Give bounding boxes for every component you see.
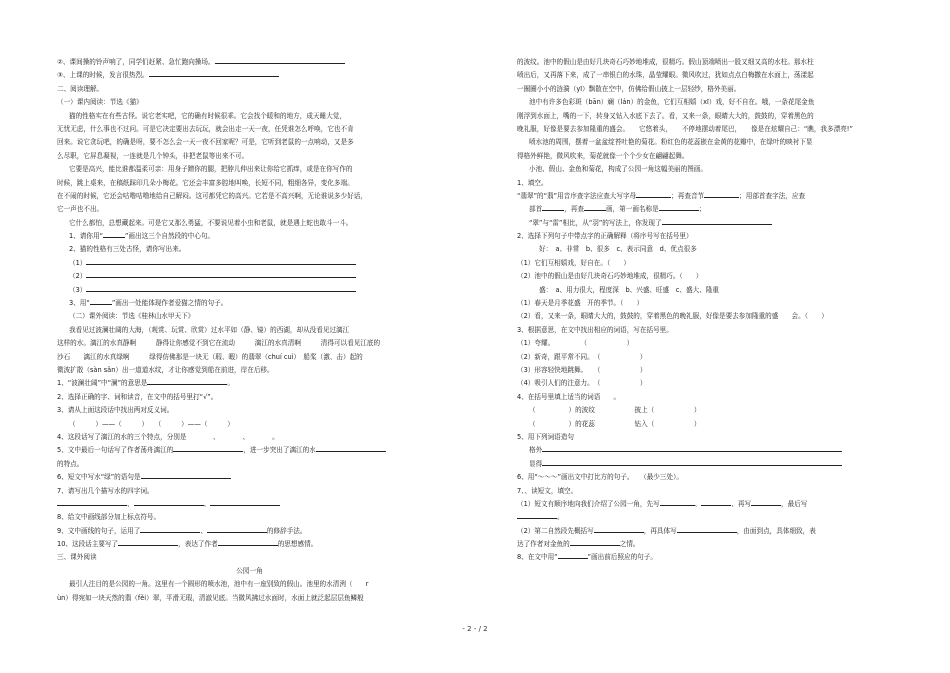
left-text-line [57, 203, 442, 216]
line-text: 、再写 [731, 499, 752, 508]
line-text: 4、在括号里填上适当的词语 。 [517, 392, 621, 401]
right-text-line [517, 364, 897, 377]
answer-blank[interactable] [659, 203, 699, 211]
answer-blank[interactable] [210, 498, 280, 506]
line-text: 这样的水。漓江的水真静啊 静得让你感觉不到它在流动 漓江的水真清啊 清得可以看见江底的 [57, 339, 381, 348]
line-text: 10、这段话主要写了 [57, 540, 119, 549]
answer-blank[interactable] [316, 444, 386, 452]
line-text: 在不闹的时候，它还会咕噜咕噜地给自己解闷。这可都凭它的高兴。它若是不高兴啊，无论谁说多少好话， [57, 191, 367, 200]
left-text-line [57, 136, 442, 149]
left-text-line [57, 96, 442, 109]
line-text: 3、请从上面这段话中找出两对反义词。 [57, 406, 174, 415]
line-text: （二）课外阅读：节选《桂林山水甲天下》 [69, 312, 195, 321]
line-text: ；用部首查字法，应查 [739, 191, 806, 200]
line-text: 它什么都怕，总想藏起来。可是它又那么勇猛，不要说见着小虫和老鼠，就是遇上蛇也敢斗一斗。 [69, 218, 353, 227]
answer-blank[interactable] [86, 270, 356, 278]
left-text-line [57, 270, 442, 283]
right-text-line [517, 324, 897, 337]
left-text-line [57, 351, 442, 364]
answer-blank[interactable] [542, 203, 564, 211]
line-text: （1）春天是月季花盛 开的季节。（ ） [517, 299, 644, 308]
line-text: 达了作者对金鱼的 [517, 540, 570, 549]
line-text: 一圈圈小小的涟漪（yī）飘散在空中，仿佛给假山披上一层轻纱，格外美丽。 [517, 84, 741, 93]
left-text-line [57, 592, 442, 605]
line-text: 么尽职，它屏息凝视，一连就是几个钟头，非把老鼠等出来不可。 [57, 151, 249, 160]
answer-blank[interactable] [660, 498, 695, 506]
answer-blank[interactable] [134, 498, 204, 506]
line-text: 9、文中画线的句子，运用了 [57, 526, 141, 535]
line-text: （3）形容轻快地跳舞。 （ ） [517, 365, 647, 374]
line-text: ，表达了作者 [178, 540, 218, 549]
answer-blank[interactable] [677, 525, 737, 533]
line-text: 喷水池的周围，摆着一盆盆绽苔吐艳的菊花。粉红色的花蕊嵌在金黄的花瓣中，在绿叶的映衬下显 [529, 138, 813, 147]
answer-blank[interactable] [90, 297, 112, 305]
answer-blank[interactable] [141, 471, 231, 479]
line-text: ”画出一处能体现作者爱猫之情的句子。 [111, 299, 228, 308]
line-text: 2、猫的性格有三处古怪，请你写出来。 [69, 245, 186, 254]
right-text-line [517, 230, 897, 243]
line-text: 的思想感情。 [277, 540, 318, 549]
answer-blank[interactable] [147, 377, 227, 385]
line-text: 公园一角 [236, 566, 263, 575]
right-text-line [517, 525, 897, 538]
line-text: 无忧无虑，什么事也不过问。可是它决定要出去玩玩，就会出走一天一夜，任凭谁怎么呼唤，它也不肯 [57, 124, 354, 133]
line-text: 的特点。 [57, 459, 84, 468]
left-text-line [57, 391, 442, 404]
line-text: （ ）——（ ） （ ）——（ ） [69, 419, 234, 428]
right-text-line [517, 458, 897, 471]
line-text: 我看见过波澜壮阔的大海，（观赏、玩赏、欣赏）过水平如（静、镜）的西湖，却从没看见过漓江 [69, 325, 350, 334]
right-text-line [517, 310, 897, 323]
left-text-line [57, 83, 442, 96]
left-text-line [57, 337, 442, 350]
line-text: 5、文中最后一句话写了作者荡舟漓江的 [57, 446, 174, 455]
answer-blank[interactable] [704, 190, 739, 198]
right-text-line [517, 498, 897, 511]
line-text: 8、在文中用“ [517, 553, 558, 562]
line-text: 二、阅读理解。 [57, 84, 104, 93]
line-text: （1） [69, 258, 87, 267]
left-text-line [57, 243, 442, 256]
line-text: （1）夸耀。 （ ） [517, 339, 634, 348]
line-text: 晚礼服，好像是要去参加隆重的盛会。 它悠着头， 不停地摆动着尾巴， 像是在炫耀自己：“瞧，我多漂亮!” [517, 124, 853, 133]
left-text-line [57, 565, 442, 578]
line-text: ，由面到点，具体细致，表 [736, 526, 816, 535]
right-text-line [517, 297, 897, 310]
right-text-line [517, 485, 897, 498]
answer-blank[interactable] [517, 511, 557, 519]
right-text-line [517, 123, 897, 136]
line-text: 3、根据意思，在文中找出相应的词语，写在括号里。 [517, 325, 673, 334]
left-text-line [57, 538, 442, 551]
answer-blank[interactable] [636, 190, 671, 198]
line-text: 三、课外阅读 [57, 553, 97, 562]
line-text: 盛： a、用力很大，程度深 b、兴盛、旺盛 c、盛大、隆重 [539, 285, 719, 294]
left-text-line [57, 525, 442, 538]
line-text: 部首 [529, 205, 543, 214]
line-text: 6、短文中写水“绿”的语句是 [57, 473, 141, 482]
line-text: 、 [694, 499, 702, 508]
line-text: ”画出这三个自然段的中心句。 [125, 232, 215, 241]
right-text-line [517, 337, 897, 350]
right-text-line [517, 471, 897, 484]
line-text: （ ）的波纹 披上（ ） [529, 406, 701, 415]
answer-blank[interactable] [215, 56, 345, 64]
right-text-line [517, 56, 897, 69]
left-text-line [57, 431, 442, 444]
left-text-line [57, 485, 442, 498]
line-text: 4、这段话写了漓江的水的三个特点，分别是 、 、 。 [57, 432, 279, 441]
right-text-line [517, 83, 897, 96]
answer-blank[interactable] [86, 257, 356, 265]
line-text: 2、选择正确的字、词和读音，在文中的括号里打“√”。 [57, 392, 218, 401]
answer-blank[interactable] [57, 498, 127, 506]
left-text-line [57, 418, 442, 431]
left-text-line [57, 551, 442, 564]
line-text: 、 [127, 499, 134, 508]
line-text: （1）它们互相嬉戏，好自在。（ ） [517, 258, 630, 267]
answer-blank[interactable] [542, 458, 842, 466]
right-text-line [517, 284, 897, 297]
right-text-line [517, 217, 897, 230]
answer-blank[interactable] [558, 551, 588, 559]
line-text: 5、用下列词语造句 [517, 432, 574, 441]
left-text-line [57, 123, 442, 136]
line-text: 好： a、非常 b、很多 c、表示同意 d、优点很多 [539, 245, 697, 254]
line-text: 最引人注目的是公园的一角。这里有一个圆形的喷水池，池中有一座别致的假山。池里的水清洌（ r [69, 580, 369, 589]
answer-blank[interactable] [594, 525, 644, 533]
answer-blank[interactable] [140, 525, 200, 533]
page-number: - 2 - / 2 [462, 625, 488, 633]
answer-blank[interactable] [207, 525, 267, 533]
left-text-line [57, 297, 442, 310]
right-text-line [517, 538, 897, 551]
right-text-line [517, 203, 897, 216]
left-text-line [57, 458, 442, 471]
line-text: 之情。 [619, 540, 640, 549]
left-text-line [57, 471, 442, 484]
line-text: ，进一步突出了漓江的水 [243, 446, 316, 455]
right-text-line [517, 177, 897, 190]
right-text-line [517, 511, 897, 524]
line-text: （1）短文有顺序地向我们介绍了公园一角，先写 [517, 499, 660, 508]
line-text: 它一声也不出。 [57, 205, 104, 214]
line-text: 它要是高兴，能比谁都温柔可亲：用身子蹭你的腿，把脖儿伸出来让你给它抓痒，或是在你写作的 [69, 165, 353, 174]
line-text: ； [698, 205, 706, 214]
line-text: 刚浮到水面上，嘴的一下，转身又钻入水底下去了。看，又来一条，眼睛大大的，鼓鼓的，穿着黑色的 [517, 111, 814, 120]
line-text: ③、上课的时候，发言很热烈。 [57, 71, 149, 80]
left-text-line [57, 444, 442, 457]
left-text-line [57, 404, 442, 417]
left-text-line [57, 377, 442, 390]
answer-blank[interactable] [751, 498, 781, 506]
line-text: （2）新奇，跟平常不同。 （ ） [517, 352, 647, 361]
right-text-line [517, 551, 897, 564]
line-text: 沙石 漓江的水真绿啊 绿得仿佛那是一块无（瑕、暇）的翡翠（chuí cuì） 船桨（激、击）起的 [57, 352, 363, 361]
left-text-line [57, 257, 442, 270]
line-text: （4）吸引人们的注意力。 （ ） [517, 379, 647, 388]
line-text: 池中有许多色彩斑（bān）斓（lán）的金鱼，它们互相嬉（xī）戏，好不自在。哦，一条花尾金鱼 [529, 98, 815, 107]
right-text-line [517, 391, 897, 404]
answer-blank[interactable] [149, 69, 279, 77]
line-text: 1、请你用“ [69, 232, 103, 241]
line-text: 3、用“ [69, 299, 90, 308]
left-text-line [57, 56, 442, 69]
line-text: 8、给文中画线部分加上标点符号。 [57, 513, 161, 522]
line-text: ùn）得宛如一块天然的翡（fěi）翠，平滑无瑕，清澈见底。当微风拂过水面时，水面上就泛起层层鱼鳞般 [57, 593, 364, 602]
line-text: 7、请写出几个描写水的四字词。 [57, 486, 154, 495]
line-text: （ ）的花蕊 钻入（ ） [529, 419, 701, 428]
answer-blank[interactable] [103, 230, 125, 238]
right-text-line [517, 444, 897, 457]
line-text: 6、用“～～～”画出文中打比方的句子。 （最少三处）。 [517, 473, 683, 482]
right-text-line [517, 190, 897, 203]
right-text-line [517, 431, 897, 444]
answer-blank[interactable] [662, 217, 772, 225]
line-text: 显得 [529, 459, 543, 468]
line-text: ，再查 [564, 205, 584, 214]
left-text-line [57, 511, 442, 524]
answer-blank[interactable] [542, 444, 842, 452]
line-text: （一）课内阅读：节选《猫》 [57, 98, 143, 107]
answer-blank[interactable] [218, 538, 278, 546]
answer-blank[interactable] [118, 538, 178, 546]
left-text-line [57, 230, 442, 243]
line-text: 、 [203, 499, 211, 508]
line-text: 的波纹。池中的假山是由好几块奇石巧妙地堆成，很精巧。假山顶端喷出一股又细又高的水柱。那水柱 [517, 58, 814, 66]
right-text-line [517, 163, 897, 176]
left-text-line [57, 578, 442, 591]
line-text: （2）池中的假山是由好几块奇石巧妙地堆成，很精巧。（ ） [517, 272, 703, 281]
left-text-line [57, 177, 442, 190]
answer-blank[interactable] [570, 538, 620, 546]
line-text: 格外 [529, 446, 543, 455]
right-text-line [517, 150, 897, 163]
right-text-line [517, 418, 897, 431]
left-text-line [57, 324, 442, 337]
line-text: “翡翠”的“翡”用音序查字法应查大写字母 [517, 191, 637, 200]
answer-blank[interactable] [701, 498, 731, 506]
right-text-line [517, 243, 897, 256]
line-text: 画，第一画名称是 [605, 205, 659, 214]
left-text-line [57, 217, 442, 230]
right-text-line [517, 110, 897, 123]
left-column [57, 56, 442, 605]
answer-blank[interactable] [173, 444, 243, 452]
right-text-line [517, 351, 897, 364]
left-text-line [57, 110, 442, 123]
left-text-line [57, 284, 442, 297]
right-text-line [517, 404, 897, 417]
line-text: 的修辞手法。 [266, 526, 307, 535]
line-text: 喷出后，又再落下来，成了一串银白的水珠，晶莹耀眼。微风吹过，犹如点点白梅撒在水面上，荡漾起 [517, 71, 814, 80]
line-text: 小池、假山、金鱼和菊花，构成了公园一角这幅美丽的图画。 [529, 165, 708, 174]
left-text-line [57, 163, 442, 176]
line-text: 。 [227, 379, 234, 388]
line-text: 微波扩散（sàn sǎn）出一道道水纹，才让你感觉到船在前进，岸在后移。 [57, 365, 274, 374]
line-text: 1、“波澜壮阔”中“澜”的意思是 [57, 379, 148, 388]
left-text-line [57, 310, 442, 323]
line-text: 猫的性格实在有些古怪。说它老实吧，它的确有时候很乖。它会找个暖和的地方，成天睡大觉， [69, 111, 346, 120]
right-text-line [517, 69, 897, 82]
left-text-line [57, 190, 442, 203]
right-column [517, 56, 897, 565]
line-text: （2）看，又来一条，眼睛大大的，鼓鼓的，穿着黑色的晚礼服，好像是要去参加隆重的盛 会。（ ） [517, 312, 828, 321]
left-text-line [57, 150, 442, 163]
line-text: 7、、读短文，填空。 [517, 486, 578, 495]
answer-blank[interactable] [86, 284, 356, 292]
left-text-line [57, 364, 442, 377]
left-text-line [57, 498, 442, 511]
right-text-line [517, 377, 897, 390]
left-text-line [57, 69, 442, 82]
answer-blank[interactable] [584, 203, 606, 211]
line-text: 2、选择下列句子中带点字的正确解释（将序号写在括号里） [517, 232, 693, 241]
line-text: ；再查音节 [671, 191, 705, 200]
right-text-line [517, 270, 897, 283]
line-text: ”画出前后照应的句子。 [587, 553, 657, 562]
line-text: 、 [200, 526, 207, 535]
line-text: 回来。说它贪玩吧，的确是呀，要不怎么会一天一夜不回家呢？可是，它听到老鼠的一点响动，又是多 [57, 138, 354, 147]
line-text: “翠”与“雷”相比，从“羽”的写法上，你发现了 [529, 218, 662, 227]
line-text: （2） [69, 272, 87, 281]
right-text-line [517, 96, 897, 109]
line-text: 得格外鲜艳，微风吹来，菊花就像一个个少女在翩翩起舞。 [517, 151, 689, 160]
line-text: 。 [557, 513, 564, 522]
right-text-line [517, 257, 897, 270]
line-text: ，再具体写 [643, 526, 677, 535]
right-text-line [517, 136, 897, 149]
line-text: ②、课间操的铃声响了，同学们赶紧、急忙跑向操场。 [57, 58, 215, 66]
line-text: （3） [69, 285, 87, 294]
line-text: 1、填空。 [517, 178, 548, 187]
line-text: （2）第二自然段先概括写 [517, 526, 594, 535]
line-text: ，最后写 [781, 499, 808, 508]
line-text: 时候，跳上桌来，在稿纸踩印几朵小梅花。它还会丰富多腔地叫唤，长短不同，粗细各异，变化多端。 [57, 178, 354, 187]
